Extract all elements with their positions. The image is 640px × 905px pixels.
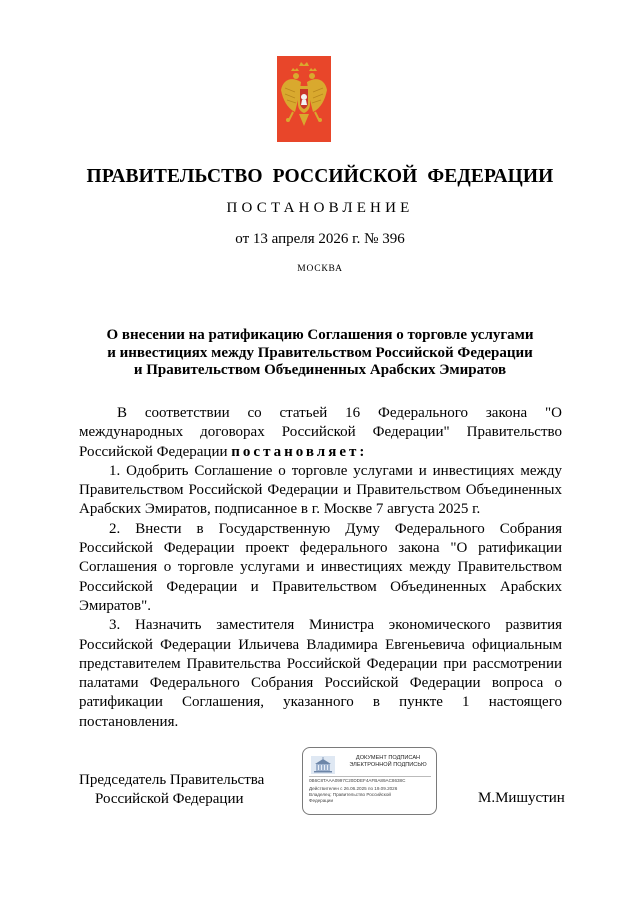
subject-line: и инвестициях между Правительством Российской Федерации bbox=[107, 344, 533, 361]
item-paragraph: 2. Внести в Государственную Думу Федерального Собрания Российской Федерации проект федерального закона "О ратификации Соглашения о торговле услугами и инвестициях между Правительством Российской Федерации и Правительством Объединенных Арабских Эмиратов". bbox=[79, 520, 562, 614]
stamp-owner: Владелец: Правительство Российской bbox=[309, 792, 391, 797]
government-title: ПРАВИТЕЛЬСТВО РОССИЙСКОЙ ФЕДЕРАЦИИ bbox=[86, 166, 554, 187]
stamp-divider bbox=[309, 776, 431, 777]
signatory-position bbox=[79, 771, 279, 809]
electronic-signature-stamp bbox=[302, 747, 437, 815]
stamp-heading-line: ЭЛЕКТРОННОЙ ПОДПИСЬЮ bbox=[349, 762, 427, 768]
stamp-heading bbox=[341, 755, 435, 769]
preamble-text: В соответствии со статьей 16 Федерального закона "О международных договорах Российской Федерации" Правительство Российской Федерации bbox=[79, 405, 562, 460]
stamp-certificate-number: 0B6C8TAAA0997C20DDEF4AFBA89AC8638C bbox=[309, 778, 406, 783]
stamp-validity: Действителен с 26.06.2025 по 19.09.2026 bbox=[309, 786, 398, 791]
coat-of-arms-icon bbox=[277, 56, 331, 142]
document-date-number: от 13 апреля 2026 г. № 396 bbox=[235, 231, 405, 247]
document-body bbox=[79, 404, 562, 732]
resolves-word: постановляет: bbox=[231, 443, 368, 460]
signatory-name: М.Мишустин bbox=[478, 790, 565, 806]
stamp-heading-line: ДОКУМЕНТ ПОДПИСАН bbox=[355, 755, 421, 761]
document-subject bbox=[60, 327, 580, 380]
subject-line: и Правительством Объединенных Арабских Эмиратов bbox=[133, 362, 507, 378]
position-line: Председатель Правительства bbox=[79, 772, 265, 788]
subject-line: О внесении на ратификацию Соглашения о торговле услугами bbox=[106, 327, 534, 343]
preamble-paragraph bbox=[79, 404, 562, 462]
document-city: МОСКВА bbox=[297, 264, 343, 274]
item-paragraph: 3. Назначить заместителя Министра экономического развития Российской Федерации Ильичева Владимира Евгеньевича официальным представителем Правительства Российской Федерации при рассмотрении палатами Федерального Собрания Российской Федерации вопроса о ратификации Соглашения, указанного в пункте 1 настоящего постановления. bbox=[79, 617, 562, 730]
item-paragraph: 1. Одобрить Соглашение о торговле услугами и инвестициях между Правительством Российской Федерации и Правительством Объединенных Арабских Эмиратов, подписанное в г. Москве 7 августа 2025 г. bbox=[79, 462, 562, 518]
stamp-owner: Федерации bbox=[309, 798, 334, 803]
document-type: ПОСТАНОВЛЕНИЕ bbox=[226, 200, 414, 216]
position-line: Российской Федерации bbox=[95, 791, 244, 807]
government-building-icon bbox=[311, 756, 335, 774]
